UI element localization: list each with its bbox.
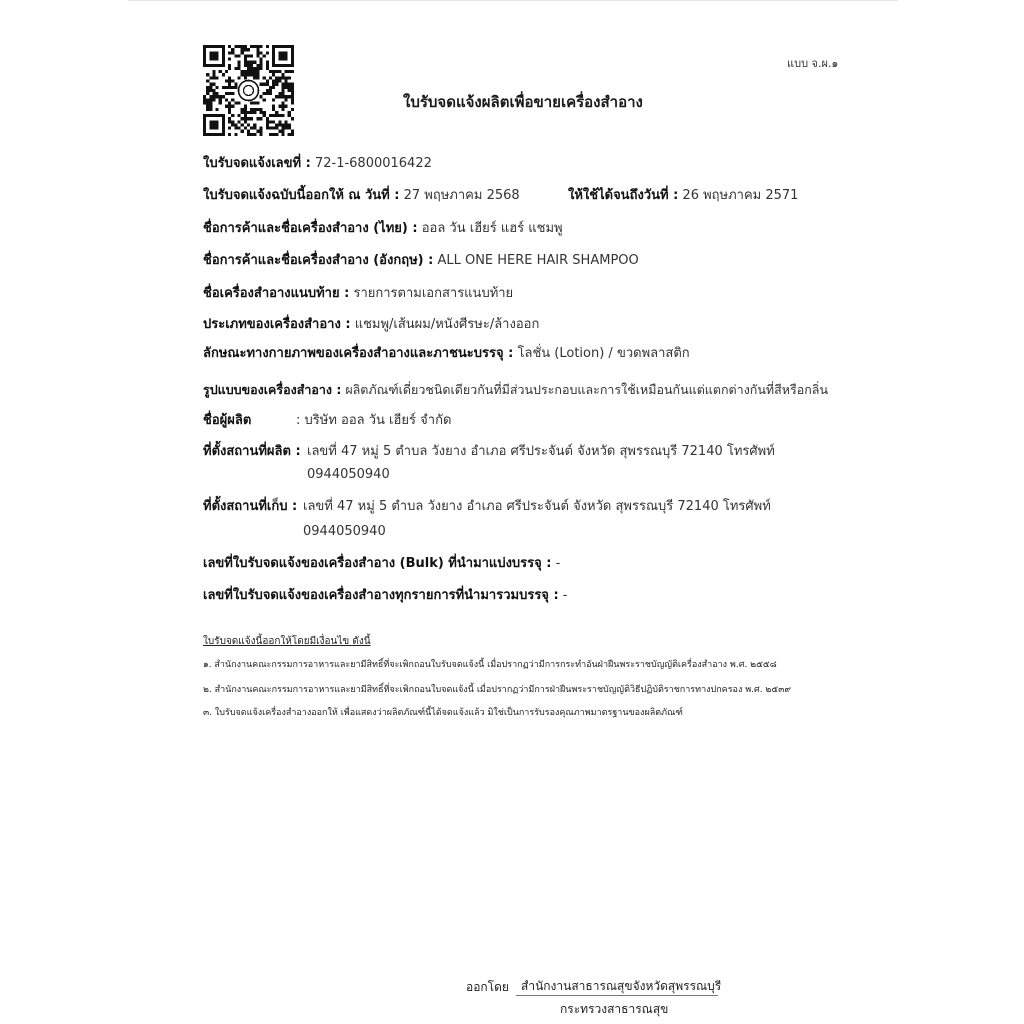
cosmetic-format-value: ผลิตภัณฑ์เดี่ยวชนิดเดียวกันที่มีส่วนประกอบและการใช้เหมือนกันแต่แตกต่างกันที่สีหรือกลิ่น <box>345 382 829 397</box>
manufacturer-label: ชื่อผู้ผลิต <box>203 413 252 428</box>
valid-until-row <box>568 187 798 205</box>
issuer-underline <box>516 995 718 996</box>
notification-number-value: 72-1-6800016422 <box>314 156 432 171</box>
issue-date-label: ใบรับจดแจ้งฉบับนี้ออกให้ ณ วันที่ : <box>203 188 400 203</box>
factory-location-row <box>203 443 775 461</box>
name-thai-label: ชื่อการค้าและชื่อเครื่องสำอาง (ไทย) : <box>203 221 418 236</box>
notification-number-label: ใบรับจดแจ้งเลขที่ : <box>203 156 311 171</box>
name-english-value: ALL ONE HERE HAIR SHAMPOO <box>437 253 639 268</box>
name-english-row <box>203 252 639 270</box>
cosmetic-type-row <box>203 316 539 334</box>
factory-location-label: ที่ตั้งสถานที่ผลิต : <box>203 444 301 459</box>
notification-number-row <box>203 155 432 173</box>
attached-names-label: ชื่อเครื่องสำอางแนบท้าย : <box>203 286 350 301</box>
factory-location-line2: 0944050940 <box>307 467 390 482</box>
cosmetic-format-row <box>203 381 828 399</box>
combined-number-label: เลขที่ใบรับจดแจ้งของเครื่องสำอางทุกรายการที่นำมารวมบรรจุ : <box>203 588 559 603</box>
combined-number-row <box>203 587 567 605</box>
attached-names-row <box>203 285 513 303</box>
name-thai-value: ออล วัน เฮียร์ แฮร์ แชมพู <box>421 221 563 236</box>
manufacturer-row <box>203 412 452 430</box>
issuer-ministry: กระทรวงสาธารณสุข <box>560 1002 669 1016</box>
combined-number-value: - <box>562 588 568 603</box>
cosmetic-type-value: แชมพู/เส้นผม/หนังศีรษะ/ล้างออก <box>354 317 540 332</box>
condition-item: ๒. สำนักงานคณะกรรมการอาหารและยามีสิทธิ์ที่จะเพิกถอนใบจดแจ้งนี้ เมื่อปรากฏว่ามีการฝ่าฝืนพระราชบัญญัติวิธีปฏิบัติราชการทางปกครอง พ.ศ. ๒๕๓๙ <box>203 685 791 695</box>
physical-form-label: ลักษณะทางกายภาพของเครื่องสำอางและภาชนะบรรจุ : <box>203 346 514 361</box>
issuer-office: สำนักงานสาธารณสุขจังหวัดสุพรรณบุรี <box>521 979 722 993</box>
physical-form-value: โลชั่น (Lotion) / ขวดพลาสติก <box>517 346 690 361</box>
bulk-number-value: - <box>555 556 561 571</box>
storage-location-label: ที่ตั้งสถานที่เก็บ : <box>203 499 298 514</box>
storage-location-line1: เลขที่ 47 หมู่ 5 ตำบล วังยาง อำเภอ ศรีประจันต์ จังหวัด สุพรรณบุรี 72140 โทรศัพท์ <box>303 499 771 514</box>
name-thai-row <box>203 220 563 238</box>
factory-location-phone-row <box>307 466 390 484</box>
form-code: แบบ จ.ผ.๑ <box>787 57 839 70</box>
physical-form-row <box>203 345 690 363</box>
manufacturer-value: : บริษัท ออล วัน เฮียร์ จำกัด <box>296 413 452 428</box>
cosmetic-format-label: รูปแบบของเครื่องสำอาง : <box>203 382 342 397</box>
issued-by-label: ออกโดย <box>466 980 509 994</box>
storage-location-phone-row <box>303 523 386 541</box>
condition-item: ๓. ใบรับจดแจ้งเครื่องสำอางออกให้ เพื่อแสดงว่าผลิตภัณฑ์นี้ได้จดแจ้งแล้ว มิใช่เป็นการรับรองคุณภาพมาตรฐานของผลิตภัณฑ์ <box>203 708 683 718</box>
storage-location-row <box>203 498 771 516</box>
qr-code-icon <box>203 45 294 136</box>
cosmetic-type-label: ประเภทของเครื่องสำอาง : <box>203 317 351 332</box>
storage-location-line2: 0944050940 <box>303 524 386 539</box>
valid-until-label: ให้ใช้ได้จนถึงวันที่ : <box>568 188 679 203</box>
page-top-edge <box>128 0 898 1</box>
bulk-number-row <box>203 555 560 573</box>
conditions-title: ใบรับจดแจ้งนี้ออกให้โดยมีเงื่อนไข ดังนี้ <box>203 636 371 647</box>
attached-names-value: รายการตามเอกสารแนบท้าย <box>353 286 514 301</box>
name-english-label: ชื่อการค้าและชื่อเครื่องสำอาง (อังกฤษ) : <box>203 253 434 268</box>
condition-item: ๑. สำนักงานคณะกรรมการอาหารและยามีสิทธิ์ที่จะเพิกถอนใบรับจดแจ้งนี้ เมื่อปรากฏว่ามีการกระทำอันฝ่าฝืนพระราชบัญญัติเครื่องสำอาง พ.ศ. ๒๕๕๘ <box>203 660 777 670</box>
bulk-number-label: เลขที่ใบรับจดแจ้งของเครื่องสำอาง (Bulk) ที่นำมาแบ่งบรรจุ : <box>203 556 552 571</box>
issue-date-row <box>203 187 520 205</box>
issue-date-value: 27 พฤษภาคม 2568 <box>403 188 520 203</box>
document-title: ใบรับจดแจ้งผลิตเพื่อขายเครื่องสำอาง <box>403 93 643 111</box>
factory-location-line1: เลขที่ 47 หมู่ 5 ตำบล วังยาง อำเภอ ศรีประจันต์ จังหวัด สุพรรณบุรี 72140 โทรศัพท์ <box>307 444 775 459</box>
valid-until-value: 26 พฤษภาคม 2571 <box>682 188 799 203</box>
